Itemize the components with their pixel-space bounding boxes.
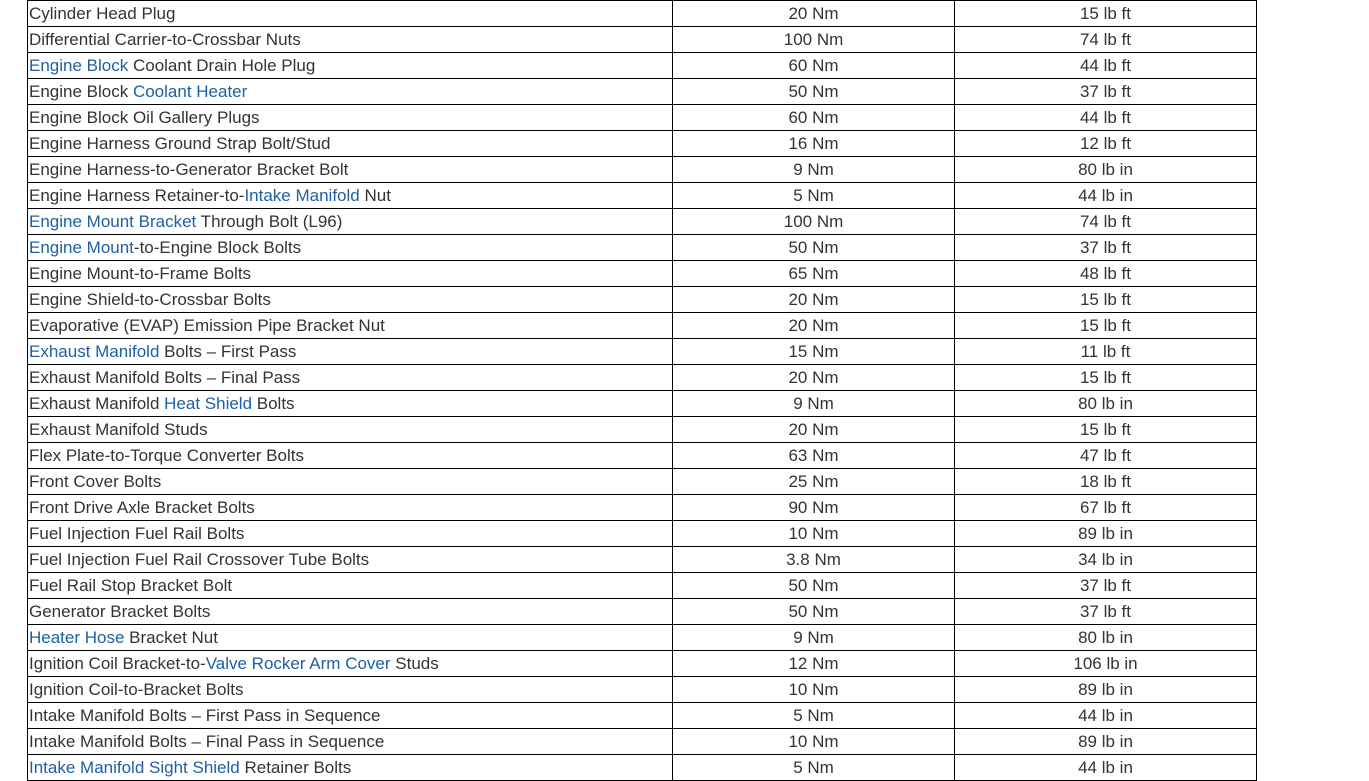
- metric-value-cell: 90 Nm: [673, 495, 955, 521]
- component-link[interactable]: Engine Block: [29, 56, 129, 75]
- table-row: [28, 157, 1257, 183]
- component-link[interactable]: Exhaust Manifold: [29, 342, 160, 361]
- application-text: Studs: [390, 654, 439, 673]
- application-text: Engine Mount-to-Frame Bolts: [29, 264, 252, 283]
- metric-value-cell: 50 Nm: [673, 599, 955, 625]
- application-cell: [28, 1, 673, 27]
- application-text: Engine Shield-to-Crossbar Bolts: [29, 290, 271, 309]
- application-cell: [28, 131, 673, 157]
- metric-value-cell: 63 Nm: [673, 443, 955, 469]
- english-value-cell: 15 lb ft: [955, 365, 1257, 391]
- metric-value-cell: 20 Nm: [673, 313, 955, 339]
- application-text: Ignition Coil-to-Bracket Bolts: [29, 680, 244, 699]
- application-text: Ignition Coil Bracket-to-: [29, 654, 206, 673]
- table-row: [28, 365, 1257, 391]
- metric-value-cell: 65 Nm: [673, 261, 955, 287]
- metric-value-cell: 9 Nm: [673, 157, 955, 183]
- english-value-cell: 74 lb ft: [955, 27, 1257, 53]
- application-text: Engine Harness Retainer-to-: [29, 186, 245, 205]
- english-value-cell: 47 lb ft: [955, 443, 1257, 469]
- table-row: [28, 53, 1257, 79]
- application-cell: [28, 339, 673, 365]
- english-value-cell: 15 lb ft: [955, 417, 1257, 443]
- english-value-cell: 18 lb ft: [955, 469, 1257, 495]
- table-row: [28, 261, 1257, 287]
- torque-spec-table: [27, 0, 1257, 781]
- metric-value-cell: 50 Nm: [673, 79, 955, 105]
- application-cell: [28, 27, 673, 53]
- table-row: [28, 79, 1257, 105]
- table-row: [28, 339, 1257, 365]
- metric-value-cell: 100 Nm: [673, 209, 955, 235]
- application-cell: [28, 157, 673, 183]
- application-text: Generator Bracket Bolts: [29, 602, 211, 621]
- table-row: [28, 677, 1257, 703]
- table-row: [28, 521, 1257, 547]
- table-row: [28, 547, 1257, 573]
- component-link[interactable]: Valve Rocker Arm Cover: [205, 654, 391, 673]
- table-row: [28, 209, 1257, 235]
- table-row: [28, 573, 1257, 599]
- application-cell: [28, 469, 673, 495]
- english-value-cell: 89 lb in: [955, 729, 1257, 755]
- application-cell: [28, 287, 673, 313]
- component-link[interactable]: Engine Mount: [29, 238, 134, 257]
- application-text: Fuel Injection Fuel Rail Bolts: [29, 524, 245, 543]
- table-row: [28, 1, 1257, 27]
- metric-value-cell: 50 Nm: [673, 235, 955, 261]
- application-text: Fuel Rail Stop Bracket Bolt: [29, 576, 233, 595]
- component-link[interactable]: Heater Hose: [29, 628, 125, 647]
- application-text: Cylinder Head Plug: [29, 4, 176, 23]
- application-text: Intake Manifold Bolts – First Pass in Sequence: [29, 706, 381, 725]
- application-text: Nut: [359, 186, 391, 205]
- table-row: [28, 391, 1257, 417]
- table-row: [28, 755, 1257, 781]
- table-row: [28, 27, 1257, 53]
- table-row: [28, 651, 1257, 677]
- application-cell: [28, 313, 673, 339]
- english-value-cell: 15 lb ft: [955, 287, 1257, 313]
- application-cell: [28, 729, 673, 755]
- application-cell: [28, 521, 673, 547]
- application-text: Fuel Injection Fuel Rail Crossover Tube Bolts: [29, 550, 370, 569]
- table-row: [28, 729, 1257, 755]
- english-value-cell: 37 lb ft: [955, 235, 1257, 261]
- application-text: Differential Carrier-to-Crossbar Nuts: [29, 30, 301, 49]
- application-text: Exhaust Manifold Studs: [29, 420, 208, 439]
- application-text: Through Bolt (L96): [196, 212, 343, 231]
- metric-value-cell: 10 Nm: [673, 729, 955, 755]
- english-value-cell: 67 lb ft: [955, 495, 1257, 521]
- table-row: [28, 703, 1257, 729]
- application-cell: [28, 105, 673, 131]
- english-value-cell: 34 lb in: [955, 547, 1257, 573]
- table-row: [28, 313, 1257, 339]
- table-row: [28, 469, 1257, 495]
- torque-spec-table-body: [28, 1, 1257, 781]
- table-row: [28, 417, 1257, 443]
- metric-value-cell: 3.8 Nm: [673, 547, 955, 573]
- application-text: Engine Harness Ground Strap Bolt/Stud: [29, 134, 331, 153]
- application-text: Evaporative (EVAP) Emission Pipe Bracket Nut: [29, 316, 385, 335]
- english-value-cell: 80 lb in: [955, 625, 1257, 651]
- application-cell: [28, 443, 673, 469]
- metric-value-cell: 15 Nm: [673, 339, 955, 365]
- metric-value-cell: 20 Nm: [673, 1, 955, 27]
- application-text: Retainer Bolts: [239, 758, 352, 777]
- application-cell: [28, 573, 673, 599]
- component-link[interactable]: Intake Manifold: [244, 186, 360, 205]
- metric-value-cell: 25 Nm: [673, 469, 955, 495]
- application-text: Exhaust Manifold Bolts – Final Pass: [29, 368, 301, 387]
- component-link[interactable]: Engine Mount Bracket: [29, 212, 197, 231]
- english-value-cell: 89 lb in: [955, 521, 1257, 547]
- english-value-cell: 89 lb in: [955, 677, 1257, 703]
- metric-value-cell: 5 Nm: [673, 183, 955, 209]
- application-cell: [28, 625, 673, 651]
- application-text: Engine Harness-to-Generator Bracket Bolt: [29, 160, 349, 179]
- english-value-cell: 44 lb ft: [955, 53, 1257, 79]
- english-value-cell: 15 lb ft: [955, 1, 1257, 27]
- english-value-cell: 80 lb in: [955, 157, 1257, 183]
- english-value-cell: 44 lb in: [955, 755, 1257, 781]
- application-cell: [28, 755, 673, 781]
- metric-value-cell: 10 Nm: [673, 677, 955, 703]
- application-cell: [28, 391, 673, 417]
- metric-value-cell: 50 Nm: [673, 573, 955, 599]
- application-text: Coolant Drain Hole Plug: [128, 56, 316, 75]
- english-value-cell: 12 lb ft: [955, 131, 1257, 157]
- metric-value-cell: 20 Nm: [673, 365, 955, 391]
- metric-value-cell: 60 Nm: [673, 105, 955, 131]
- table-row: [28, 183, 1257, 209]
- metric-value-cell: 5 Nm: [673, 755, 955, 781]
- table-row: [28, 443, 1257, 469]
- application-cell: [28, 79, 673, 105]
- component-link[interactable]: Heat Shield: [164, 394, 253, 413]
- application-text: Front Cover Bolts: [29, 472, 162, 491]
- english-value-cell: 44 lb in: [955, 183, 1257, 209]
- application-cell: [28, 547, 673, 573]
- application-text: Flex Plate-to-Torque Converter Bolts: [29, 446, 304, 465]
- english-value-cell: 74 lb ft: [955, 209, 1257, 235]
- english-value-cell: 106 lb in: [955, 651, 1257, 677]
- english-value-cell: 15 lb ft: [955, 313, 1257, 339]
- table-row: [28, 495, 1257, 521]
- metric-value-cell: 60 Nm: [673, 53, 955, 79]
- table-row: [28, 287, 1257, 313]
- english-value-cell: 44 lb in: [955, 703, 1257, 729]
- metric-value-cell: 20 Nm: [673, 287, 955, 313]
- metric-value-cell: 9 Nm: [673, 391, 955, 417]
- metric-value-cell: 9 Nm: [673, 625, 955, 651]
- english-value-cell: 37 lb ft: [955, 79, 1257, 105]
- application-cell: [28, 703, 673, 729]
- metric-value-cell: 16 Nm: [673, 131, 955, 157]
- table-row: [28, 625, 1257, 651]
- english-value-cell: 80 lb in: [955, 391, 1257, 417]
- metric-value-cell: 12 Nm: [673, 651, 955, 677]
- application-cell: [28, 651, 673, 677]
- application-text: Bolts – First Pass: [159, 342, 297, 361]
- english-value-cell: 48 lb ft: [955, 261, 1257, 287]
- metric-value-cell: 10 Nm: [673, 521, 955, 547]
- english-value-cell: 11 lb ft: [955, 339, 1257, 365]
- application-cell: [28, 261, 673, 287]
- table-row: [28, 599, 1257, 625]
- application-text: Bolts: [252, 394, 295, 413]
- application-text: Engine Block Oil Gallery Plugs: [29, 108, 260, 127]
- metric-value-cell: 5 Nm: [673, 703, 955, 729]
- application-text: Engine Block: [29, 82, 133, 101]
- table-row: [28, 131, 1257, 157]
- table-row: [28, 105, 1257, 131]
- english-value-cell: 44 lb ft: [955, 105, 1257, 131]
- application-cell: [28, 365, 673, 391]
- application-cell: [28, 417, 673, 443]
- metric-value-cell: 100 Nm: [673, 27, 955, 53]
- application-cell: [28, 599, 673, 625]
- table-row: [28, 235, 1257, 261]
- application-cell: [28, 209, 673, 235]
- component-link[interactable]: Coolant Heater: [132, 82, 248, 101]
- application-text: Bracket Nut: [124, 628, 218, 647]
- application-text: Intake Manifold Bolts – Final Pass in Sequence: [29, 732, 385, 751]
- application-text: Exhaust Manifold: [29, 394, 165, 413]
- application-cell: [28, 53, 673, 79]
- metric-value-cell: 20 Nm: [673, 417, 955, 443]
- application-text: Front Drive Axle Bracket Bolts: [29, 498, 255, 517]
- english-value-cell: 37 lb ft: [955, 573, 1257, 599]
- component-link[interactable]: Intake Manifold Sight Shield: [29, 758, 240, 777]
- application-cell: [28, 495, 673, 521]
- application-cell: [28, 677, 673, 703]
- application-cell: [28, 183, 673, 209]
- application-cell: [28, 235, 673, 261]
- application-text: -to-Engine Block Bolts: [133, 238, 302, 257]
- english-value-cell: 37 lb ft: [955, 599, 1257, 625]
